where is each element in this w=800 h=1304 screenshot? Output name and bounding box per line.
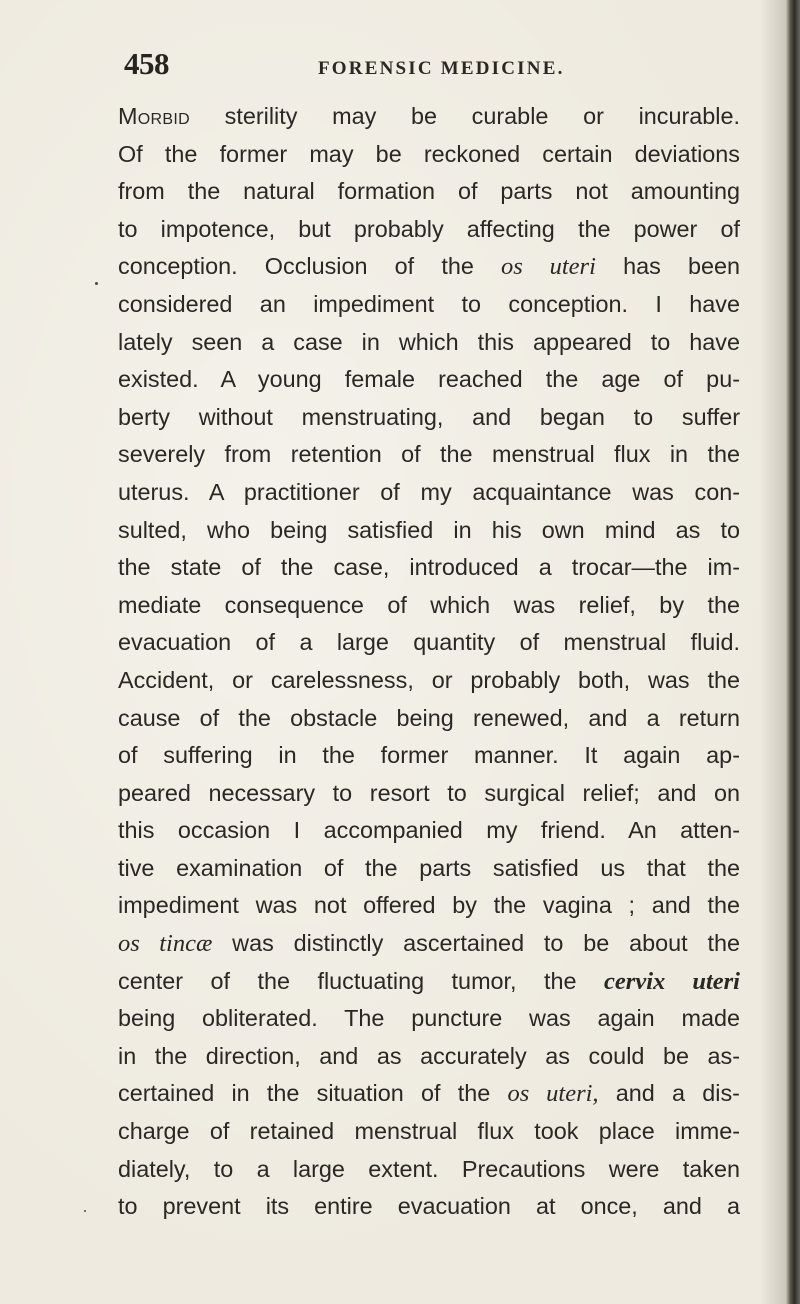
text-line xyxy=(118,436,740,474)
ink-speck xyxy=(95,282,98,285)
text-run: diately, to a large extent. Precautions were taken xyxy=(118,1155,740,1182)
text-line xyxy=(118,624,740,662)
body-paragraph xyxy=(118,98,740,1226)
text-run: conception. Occlusion of the xyxy=(118,253,502,280)
page-edge-shadow xyxy=(760,0,786,1304)
text-run: Accident, or carelessness, or probably both, was the xyxy=(118,666,740,693)
text-run: considered an impediment to conception. I have xyxy=(118,290,740,317)
ink-speck xyxy=(84,1210,86,1212)
text-line xyxy=(118,1000,740,1038)
text-line xyxy=(118,549,740,587)
text-run: was distinctly ascertained to be about the xyxy=(212,930,741,957)
text-line xyxy=(118,587,740,625)
text-run: charge of retained menstrual flux took place imme- xyxy=(118,1118,740,1145)
text-line xyxy=(118,1113,740,1151)
text-run: sulted, who being satisfied in his own mind as to xyxy=(118,516,740,543)
text-run: lately seen a case in which this appeared to have xyxy=(118,328,740,355)
text-run: Of the former may be reckoned certain deviations xyxy=(118,140,740,167)
text-run: peared necessary to resort to surgical relief; and on xyxy=(118,779,740,806)
text-line xyxy=(118,286,740,324)
text-line xyxy=(118,136,740,174)
text-run: center of the fluctuating tumor, the xyxy=(118,967,605,994)
text-line xyxy=(118,361,740,399)
text-run: severely from retention of the menstrual flux in the xyxy=(118,441,740,468)
text-line xyxy=(118,211,740,249)
text-run: to prevent its entire evacuation at once, and a xyxy=(118,1193,740,1220)
text-line xyxy=(118,1188,740,1226)
italic-term: os uteri, xyxy=(507,1080,599,1108)
text-run: to impotence, but probably affecting the power of xyxy=(118,215,740,242)
running-head: FORENSIC MEDICINE. xyxy=(318,58,565,79)
text-line xyxy=(118,248,740,286)
text-line xyxy=(118,963,740,1001)
text-line xyxy=(118,887,740,925)
text-line xyxy=(118,512,740,550)
text-run: berty without menstruating, and began to suffer xyxy=(118,403,740,430)
text-run: of suffering in the former manner. It again ap- xyxy=(118,742,740,769)
text-line xyxy=(118,925,740,963)
text-line xyxy=(118,850,740,888)
text-run: impediment was not offered by the vagina ; and the xyxy=(118,892,740,919)
text-run: cause of the obstacle being renewed, and a return xyxy=(118,704,740,731)
text-line xyxy=(118,173,740,211)
italic-term: os uteri xyxy=(501,253,596,281)
text-line xyxy=(118,324,740,362)
text-run: the state of the case, introduced a trocar—the im- xyxy=(118,554,740,581)
page-header xyxy=(124,46,684,86)
text-run: certained in the situation of the xyxy=(118,1080,508,1107)
text-line xyxy=(118,737,740,775)
text-line xyxy=(118,1038,740,1076)
text-run: evacuation of a large quantity of menstrual fluid. xyxy=(118,629,740,656)
text-line xyxy=(118,1151,740,1189)
text-run: existed. A young female reached the age of pu- xyxy=(118,366,740,393)
text-run: tive examination of the parts satisfied us that the xyxy=(118,854,740,881)
text-line xyxy=(118,812,740,850)
text-run: sterility may be curable or incurable. xyxy=(189,103,740,129)
page-number: 458 xyxy=(124,46,169,81)
text-line xyxy=(118,662,740,700)
text-line xyxy=(118,700,740,738)
text-run: mediate consequence of which was relief, by the xyxy=(118,591,740,618)
italic-term: os tincæ xyxy=(118,930,213,958)
text-line xyxy=(118,1075,740,1113)
text-line xyxy=(118,775,740,813)
text-run: uterus. A practitioner of my acquaintance was con- xyxy=(118,478,740,505)
small-caps-text: Morbid xyxy=(118,103,190,129)
text-run: in the direction, and as accurately as could be as- xyxy=(118,1042,740,1069)
text-line xyxy=(118,474,740,512)
text-run: and a dis- xyxy=(598,1080,740,1107)
text-line xyxy=(118,399,740,437)
text-run: being obliterated. The puncture was again made xyxy=(118,1005,740,1032)
text-run: from the natural formation of parts not amounting xyxy=(118,178,740,205)
text-run: this occasion I accompanied my friend. An atten- xyxy=(118,817,740,844)
text-line xyxy=(118,98,740,136)
text-run: has been xyxy=(595,253,740,280)
page-edge xyxy=(786,0,800,1304)
italic-term: cervix uteri xyxy=(604,967,740,995)
